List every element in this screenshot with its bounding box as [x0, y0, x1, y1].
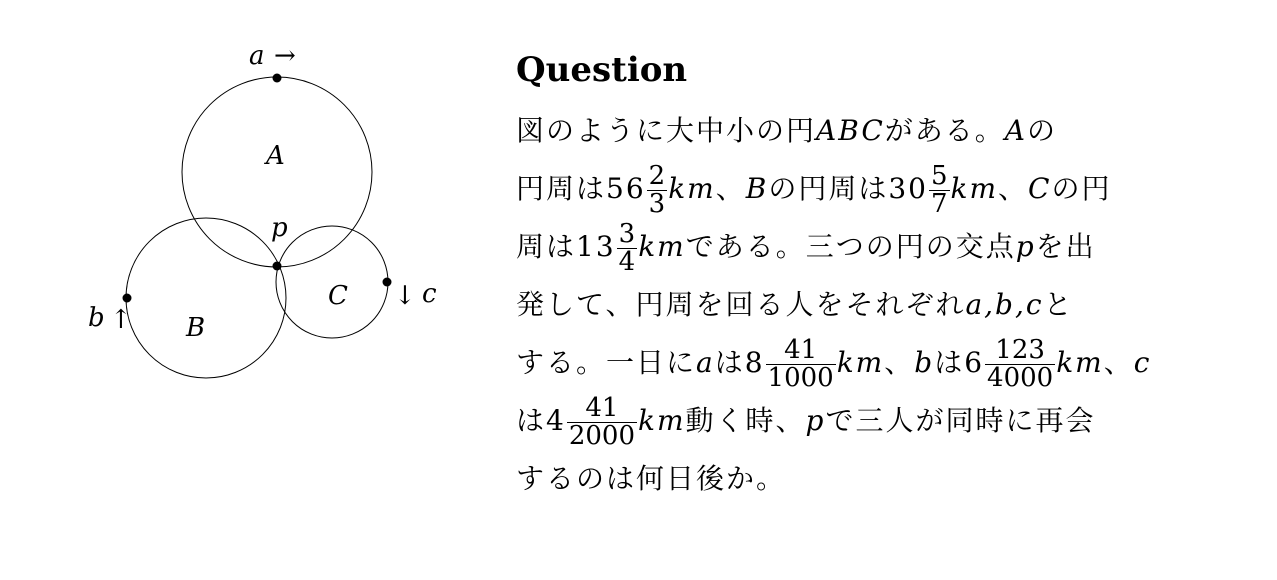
fraction-numerator: 5	[930, 160, 948, 191]
fraction	[985, 334, 1055, 393]
unit: km	[836, 346, 885, 379]
text-segment: 図のように大中小の円	[516, 114, 817, 147]
circle-b	[126, 218, 286, 378]
text-segment: は4	[516, 404, 566, 437]
text-segment: 動く時、	[685, 404, 806, 437]
text-segment: の円	[1051, 172, 1112, 205]
intersection-point-p	[273, 262, 282, 271]
fraction-denominator: 4000	[987, 363, 1054, 393]
text-segment: 、	[715, 172, 746, 205]
text-segment: 、	[998, 172, 1029, 205]
text-segment: の円周は30	[768, 172, 928, 205]
text-segment: 周は13	[516, 230, 616, 263]
fraction-denominator: 1000	[767, 363, 834, 393]
fraction	[567, 392, 637, 451]
text-segment: である。三つの円の交点	[685, 230, 1016, 263]
fraction-denominator: 4	[618, 247, 636, 277]
unit: km	[638, 404, 686, 437]
question-line-1	[516, 102, 1216, 160]
start-point-c	[383, 278, 392, 287]
math-variable: A	[1004, 114, 1028, 147]
fraction-numerator: 123	[985, 337, 1055, 365]
text-segment: 円周は56	[516, 172, 646, 205]
question-line-3	[516, 218, 1216, 276]
unit: km	[638, 230, 686, 263]
text-segment: 発して、円周を回る人をそれぞれ	[516, 288, 966, 321]
text-segment: 、	[884, 346, 915, 379]
math-variable: b	[914, 346, 935, 379]
start-point-b	[123, 294, 132, 303]
question-line-6	[516, 392, 1216, 450]
question-line-4	[516, 276, 1216, 334]
unit: km	[668, 172, 716, 205]
walker-c-arrow: ↓	[394, 281, 416, 311]
math-variable: p	[1015, 230, 1036, 263]
fraction-numerator: 41	[766, 337, 836, 365]
text-segment: する。一日に	[516, 346, 697, 379]
text-segment: の	[1027, 114, 1058, 147]
start-point-a	[273, 74, 282, 83]
question-panel	[516, 46, 1216, 508]
walker-b-arrow: ↑	[110, 305, 132, 335]
fraction-denominator: 3	[648, 189, 666, 219]
math-variable: c	[1133, 346, 1152, 379]
text-segment: で三人が同時に再会	[825, 404, 1096, 437]
fraction-numerator: 41	[567, 395, 637, 423]
circle-b-label: B	[186, 313, 206, 343]
walker-a-arrow: →	[274, 41, 296, 71]
text-segment: は8	[714, 346, 765, 379]
walker-a-label: a	[249, 41, 265, 71]
fraction	[647, 160, 668, 219]
text-segment: を出	[1035, 230, 1096, 263]
fraction	[929, 160, 950, 219]
math-variable: ABC	[816, 114, 885, 147]
math-variable: a	[696, 346, 715, 379]
question-line-7	[516, 450, 1216, 508]
math-variable: a,b,c	[965, 288, 1044, 321]
fraction-numerator: 2	[648, 160, 666, 191]
question-heading: Question	[516, 50, 688, 90]
circle-c-label: C	[328, 281, 348, 311]
fraction	[766, 334, 836, 393]
walker-b-label: b	[88, 303, 105, 333]
math-variable: C	[1028, 172, 1052, 205]
fraction-denominator: 2000	[568, 421, 635, 451]
text-segment: と	[1043, 288, 1074, 321]
circles-figure	[0, 0, 500, 420]
text-segment: がある。	[884, 114, 1005, 147]
question-line-5	[516, 334, 1216, 392]
walker-c-label: c	[422, 279, 437, 309]
math-variable: B	[745, 172, 769, 205]
fraction-numerator: 3	[618, 218, 636, 249]
unit: km	[950, 172, 999, 205]
unit: km	[1056, 346, 1104, 379]
math-variable: p	[805, 404, 826, 437]
fraction-denominator: 7	[930, 189, 948, 219]
fraction	[617, 218, 638, 277]
question-line-2	[516, 160, 1216, 218]
point-p-label: p	[271, 213, 288, 243]
text-segment: 、	[1103, 346, 1134, 379]
text-segment: は6	[934, 346, 985, 379]
text-segment: するのは何日後か。	[516, 462, 787, 495]
circle-a-label: A	[266, 141, 285, 171]
